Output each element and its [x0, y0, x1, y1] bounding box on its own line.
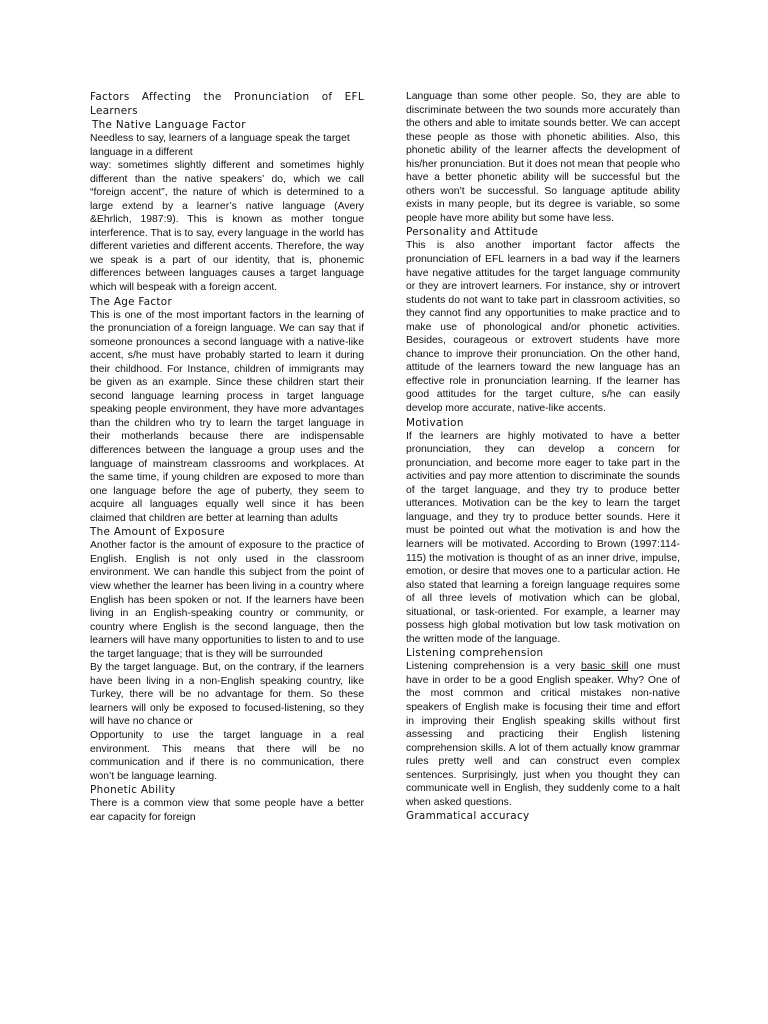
paragraph-exposure-1: Another factor is the amount of exposure to the practice of English. English is not only used in the classroom environment. We can handle this subject from the point of view whether the learner has been living in a country where English has been spoken or not. If the learners have been living in an English-speaking country or community, or country where English is the second language, then the learners will have many opportunities to listen to and to use the target language; that is they will be surrounded: [90, 540, 364, 660]
paragraph-personality-1: This is also another important factor affects the pronunciation of EFL learners in a bad way if the learners have negative attitudes for the target language community or they are introvert learners. For instance, shy or introvert students do not want to take part in classroom activities, so they cannot find any opportunities to make practice and to make use of phonological and/or phonetic activities. Besides, courageous or extrovert students have more chance to improve their pronunciation. On the other hand, attitude of the learners toward the new language has an effective role in pronunciation learning. If the learner has good attitudes for the target culture, s/he can easily develop more accurate, native-like accents.: [406, 240, 680, 415]
document-title: Factors Affecting the Pronunciation of EFL Learners: [90, 91, 364, 117]
paragraph-phonetic-2: Language than some other people. So, they are able to discriminate between the two sounds more accurately than the others and able to imitate sounds better. We can accept these people as those with phonetic abilities. Also, this phonetic ability of the learner affects the development of his/her pronunciation. But it does not mean that people who have a better phonetic ability will be successful but the others won’t be successful. So language aptitude ability exists in many people, but its degree is variable, so some people have more ability but some have less.: [406, 91, 680, 224]
paragraph-native-language-2: way: sometimes slightly different and sometimes highly different than the native speakers’ do, which we call “foreign accent”, the nature of which is determined to a large extend by a learner’s native language (Avery &Ehrlich, 1987:9). This is known as mother tongue interference. That is to say, every language in the world has different varieties and different accents. Therefore, the way we speak is a part of our identity, that is, phonemic differences between languages causes a target language which will bespeak with a foreign accent.: [90, 160, 364, 294]
section-heading-listening: Listening comprehension: [406, 647, 544, 660]
basic-skill-link[interactable]: basic skill: [580, 661, 629, 673]
paragraph-phonetic-1: There is a common view that some people have a better ear capacity for foreign: [90, 798, 364, 823]
section-heading-motivation: Motivation: [406, 416, 464, 429]
listening-text-after: one must have in order to be a good English speaker. Why? One of the most common and critical mistakes non-native speakers of English make is focusing their time and effort in improving their English speaking skills without first assessing and practicing their English listening comprehension skills. A lot of them actually know grammar rules pretty well and can construct even complex sentences. Surprisingly, just when you thought they can communicate well in English, they suddenly come to a halt when asked questions.: [406, 661, 680, 808]
section-heading-phonetic: Phonetic Ability: [90, 784, 176, 797]
section-heading-exposure: The Amount of Exposure: [90, 526, 225, 539]
section-heading-native-language: The Native Language Factor: [92, 119, 246, 131]
right-column: [406, 90, 680, 823]
section-heading-grammar: Grammatical accuracy: [406, 810, 530, 823]
paragraph-age-1: This is one of the most important factors in the learning of the pronunciation of a foreign language. We can say that if someone pronounces a second language with a native-like accent, s/he must have probably started to learn it during their childhood. For Instance, children of immigrants may be given as an example. Since these children start their second language learning process in target language speaking people environment, they have more advantages than the children who try to learn the target language in their motherlands because there are indispensable differences between the language a group uses and the language of mainstream classrooms and workplaces. At the same time, if young children are exposed to more than one language before the age of puberty, they seem to acquire all languages equally well since it has been claimed that children are better at learning than adults: [90, 309, 364, 524]
left-column: [90, 90, 364, 824]
section-heading-personality: Personality and Attitude: [406, 226, 539, 239]
paragraph-listening-1: [406, 660, 680, 809]
section-heading-age: The Age Factor: [90, 295, 173, 308]
paragraph-native-language-1: Needless to say, learners of a language speak the target language in a different: [90, 133, 350, 158]
listening-text-before: Listening comprehension is a very: [406, 661, 581, 673]
paragraph-exposure-2: By the target language. But, on the contrary, if the learners have been living in a non-English speaking country, like Turkey, there will be no advantage for them. So these learners will only be exposed to focused-listening, so they will have no chance or: [90, 662, 364, 728]
paragraph-exposure-3: Opportunity to use the target language in a real environment. This means that there will be no communication and if there is no communication, there won’t be language learning.: [90, 729, 364, 782]
paragraph-motivation-1: If the learners are highly motivated to have a better pronunciation, they can develop a concern for pronunciation, and become more eager to take part in the activities and pay more attention to discriminate the sounds of the target language, and they try to produce better utterances. Motivation can be the key to learn the target language, and they try to produce better sounds. Here it must be pointed out what the motivation is and how the learners will be motivated. According to Brown (1997:114-115) the motivation is thought of as an inner drive, impulse, emotion, or desire that moves one to a particular action. He also stated that learning a foreign language requires some of all three levels of motivation which can be global, situational, or task-oriented. For example, a learner may possess high global motivation but low task motivation on the written mode of the language.: [406, 430, 680, 645]
